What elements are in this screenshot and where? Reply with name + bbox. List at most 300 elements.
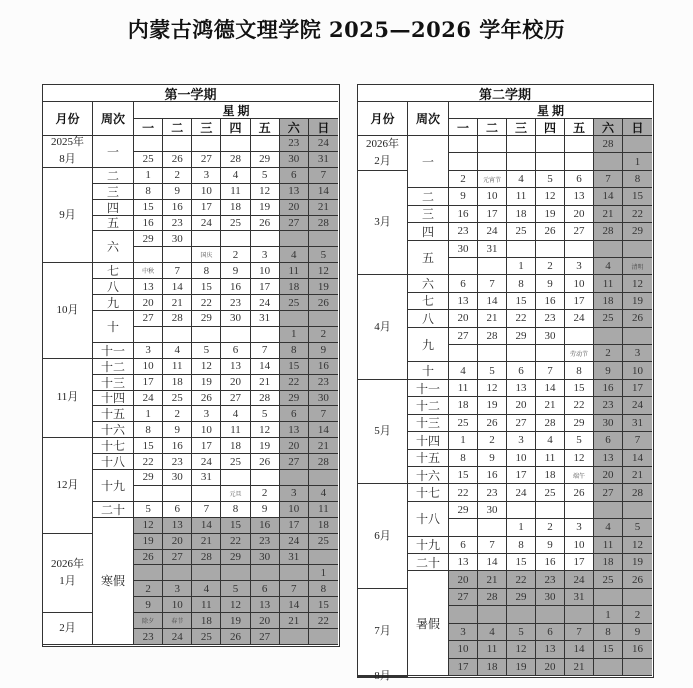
week-number: 九 (408, 328, 449, 363)
date-cell: 10 (163, 597, 192, 613)
date-cell (507, 153, 536, 170)
date-cell (192, 231, 221, 247)
date-cell (536, 136, 565, 153)
date-cell: 31 (251, 311, 280, 327)
date-cell: 26 (309, 295, 338, 311)
date-cell (565, 241, 594, 258)
date-cell: 24 (251, 295, 280, 311)
date-cell: 1 (449, 432, 478, 449)
date-cell: 13 (565, 188, 594, 205)
date-cell: 22 (192, 295, 221, 311)
weekday-header: 六 (594, 119, 623, 136)
date-cell: 26 (565, 484, 594, 501)
week-number: 十五 (408, 450, 449, 467)
semester-title: 第一学期 (43, 85, 338, 102)
date-cell: 4 (192, 581, 221, 597)
month-header: 月份 (358, 102, 408, 136)
month-label: 5月 (358, 380, 408, 485)
date-cell: 9 (478, 450, 507, 467)
date-cell: 4 (594, 258, 623, 275)
date-cell: 9 (163, 184, 192, 200)
date-cell (623, 502, 652, 519)
month-label: 7月 (358, 589, 408, 676)
date-cell (565, 136, 594, 153)
date-cell: 29 (221, 550, 250, 566)
date-cell (134, 247, 163, 263)
date-cell: 22 (221, 534, 250, 550)
date-cell: 27 (507, 415, 536, 432)
date-cell: 21 (565, 659, 594, 676)
weekday-header: 四 (536, 119, 565, 136)
weekday-header: 三 (507, 119, 536, 136)
date-cell: 1 (280, 327, 309, 343)
date-cell: 15 (449, 467, 478, 484)
date-cell: 26 (251, 454, 280, 470)
date-cell: 25 (594, 571, 623, 588)
date-cell: 26 (134, 550, 163, 566)
date-cell: 31 (309, 152, 338, 168)
date-cell: 16 (309, 359, 338, 375)
date-cell (623, 136, 652, 153)
date-cell: 2 (134, 581, 163, 597)
date-cell: 23 (536, 310, 565, 327)
week-number: 三 (93, 184, 134, 200)
date-cell (192, 327, 221, 343)
date-cell: 4 (309, 486, 338, 502)
date-cell: 28 (192, 550, 221, 566)
holiday-cell: 中秋 (134, 263, 163, 279)
week-number: 二 (408, 188, 449, 205)
week-header: 周次 (408, 102, 449, 136)
date-cell: 17 (280, 518, 309, 534)
date-cell (565, 502, 594, 519)
week-number: 十七 (93, 438, 134, 454)
date-cell: 2 (449, 171, 478, 188)
date-cell: 17 (449, 659, 478, 676)
date-cell: 23 (594, 397, 623, 414)
date-cell: 13 (163, 518, 192, 534)
date-cell: 30 (594, 415, 623, 432)
date-cell: 15 (280, 359, 309, 375)
date-cell (221, 565, 250, 581)
date-cell: 24 (565, 310, 594, 327)
date-cell (251, 231, 280, 247)
week-number: 二 (93, 168, 134, 184)
date-cell: 12 (309, 263, 338, 279)
date-cell (251, 565, 280, 581)
date-cell: 30 (163, 470, 192, 486)
date-cell: 22 (134, 454, 163, 470)
date-cell: 20 (449, 571, 478, 588)
date-cell (478, 136, 507, 153)
date-cell: 7 (163, 263, 192, 279)
date-cell: 11 (536, 450, 565, 467)
date-cell: 18 (163, 375, 192, 391)
week-number: 二十 (93, 502, 134, 518)
date-cell: 21 (280, 613, 309, 629)
date-cell: 28 (594, 136, 623, 153)
date-cell (280, 231, 309, 247)
date-cell (163, 247, 192, 263)
date-cell: 28 (478, 589, 507, 606)
weekday-header: 二 (163, 119, 192, 136)
date-cell: 10 (507, 450, 536, 467)
date-cell: 7 (478, 537, 507, 554)
date-cell: 1 (309, 565, 338, 581)
date-cell: 5 (251, 406, 280, 422)
date-cell: 20 (221, 375, 250, 391)
date-cell: 25 (221, 454, 250, 470)
date-cell: 12 (251, 184, 280, 200)
date-cell (536, 345, 565, 362)
date-cell: 12 (251, 422, 280, 438)
date-cell: 15 (594, 641, 623, 658)
date-cell: 17 (565, 554, 594, 571)
week-number: 十 (93, 311, 134, 343)
date-cell: 12 (623, 275, 652, 292)
date-cell (163, 136, 192, 152)
date-cell: 5 (221, 581, 250, 597)
date-cell: 20 (507, 397, 536, 414)
date-cell (280, 629, 309, 645)
date-cell: 12 (221, 597, 250, 613)
date-cell: 29 (134, 470, 163, 486)
date-cell: 10 (478, 188, 507, 205)
date-cell: 23 (251, 534, 280, 550)
date-cell: 25 (280, 295, 309, 311)
week-number: 六 (93, 231, 134, 263)
month-label: 4月 (358, 275, 408, 380)
date-cell (449, 606, 478, 623)
date-cell (134, 486, 163, 502)
date-cell: 25 (507, 223, 536, 240)
date-cell: 7 (309, 406, 338, 422)
date-cell (309, 231, 338, 247)
date-cell (280, 565, 309, 581)
date-cell: 20 (536, 659, 565, 676)
month-label: 2月 (43, 613, 93, 645)
date-cell (280, 311, 309, 327)
week-number: 五 (93, 216, 134, 232)
date-cell (507, 345, 536, 362)
date-cell: 24 (478, 223, 507, 240)
date-cell: 27 (251, 629, 280, 645)
date-cell: 16 (221, 279, 250, 295)
month-label: 6月 (358, 484, 408, 589)
date-cell: 8 (134, 422, 163, 438)
date-cell: 3 (623, 345, 652, 362)
date-cell: 18 (309, 518, 338, 534)
week-number: 五 (408, 241, 449, 276)
date-cell: 3 (192, 168, 221, 184)
date-cell: 24 (280, 534, 309, 550)
holiday-cell: 清明 (623, 258, 652, 275)
date-cell: 9 (623, 624, 652, 641)
date-cell: 25 (163, 391, 192, 407)
date-cell: 16 (449, 206, 478, 223)
date-cell: 5 (565, 432, 594, 449)
date-cell: 31 (280, 550, 309, 566)
date-cell: 14 (536, 380, 565, 397)
date-cell: 4 (449, 362, 478, 379)
week-number: 十七 (408, 484, 449, 501)
date-cell: 7 (478, 275, 507, 292)
date-cell: 16 (594, 380, 623, 397)
date-cell: 20 (251, 613, 280, 629)
week-number: 七 (93, 263, 134, 279)
date-cell: 2 (163, 168, 192, 184)
date-cell: 5 (192, 343, 221, 359)
weekday-header: 一 (449, 119, 478, 136)
date-cell: 7 (565, 624, 594, 641)
date-cell: 12 (192, 359, 221, 375)
date-cell: 7 (280, 581, 309, 597)
date-cell: 26 (478, 415, 507, 432)
date-cell: 4 (280, 247, 309, 263)
date-cell: 4 (536, 432, 565, 449)
month-header: 月份 (43, 102, 93, 136)
date-cell: 25 (192, 629, 221, 645)
date-cell: 22 (507, 571, 536, 588)
date-cell: 30 (478, 502, 507, 519)
date-cell (309, 629, 338, 645)
date-cell (192, 565, 221, 581)
date-cell (221, 231, 250, 247)
date-cell: 3 (192, 406, 221, 422)
date-cell: 5 (309, 247, 338, 263)
date-cell: 3 (134, 343, 163, 359)
date-cell: 29 (251, 152, 280, 168)
date-cell: 21 (623, 467, 652, 484)
date-cell (251, 470, 280, 486)
date-cell: 1 (623, 153, 652, 170)
date-cell: 29 (565, 415, 594, 432)
date-cell: 25 (221, 216, 250, 232)
date-cell: 22 (280, 375, 309, 391)
date-cell: 2 (594, 345, 623, 362)
date-cell: 7 (192, 502, 221, 518)
date-cell: 7 (594, 171, 623, 188)
date-cell: 7 (251, 343, 280, 359)
date-cell (507, 241, 536, 258)
page-title: 内蒙古鸿德文理学院 2025—2026 学年校历 (127, 17, 566, 42)
date-cell: 10 (251, 263, 280, 279)
date-cell (192, 136, 221, 152)
date-cell: 19 (251, 200, 280, 216)
date-cell: 28 (309, 216, 338, 232)
date-cell: 11 (309, 502, 338, 518)
date-cell: 26 (623, 571, 652, 588)
date-cell: 30 (536, 589, 565, 606)
date-cell: 6 (280, 406, 309, 422)
date-cell: 10 (565, 275, 594, 292)
date-cell: 20 (594, 467, 623, 484)
second-semester-table (357, 84, 654, 682)
date-cell (536, 606, 565, 623)
date-cell: 15 (221, 518, 250, 534)
date-cell: 8 (192, 263, 221, 279)
date-cell: 2 (309, 327, 338, 343)
date-cell: 23 (163, 454, 192, 470)
date-cell (478, 345, 507, 362)
date-cell: 2 (221, 247, 250, 263)
date-cell: 15 (134, 438, 163, 454)
date-cell: 2 (536, 258, 565, 275)
week-number: 十九 (93, 470, 134, 502)
date-cell: 10 (192, 422, 221, 438)
date-cell: 11 (221, 422, 250, 438)
date-cell (623, 241, 652, 258)
date-cell: 18 (594, 554, 623, 571)
date-cell: 20 (134, 295, 163, 311)
date-cell: 14 (565, 641, 594, 658)
month-label: 2026年 1月 (43, 534, 93, 614)
date-cell: 31 (478, 241, 507, 258)
date-cell: 13 (280, 422, 309, 438)
month-label: 9月 (43, 168, 93, 263)
week-header: 周次 (93, 102, 134, 136)
date-cell: 16 (134, 216, 163, 232)
date-cell (449, 519, 478, 536)
date-cell: 7 (536, 362, 565, 379)
date-cell (507, 136, 536, 153)
date-cell: 19 (507, 659, 536, 676)
date-cell: 28 (594, 223, 623, 240)
date-cell: 26 (221, 629, 250, 645)
date-cell: 25 (134, 152, 163, 168)
date-cell: 17 (192, 200, 221, 216)
date-cell: 18 (221, 200, 250, 216)
week-number: 十六 (93, 422, 134, 438)
date-cell: 21 (309, 200, 338, 216)
date-cell: 7 (623, 432, 652, 449)
vacation-label: 寒假 (93, 518, 134, 645)
weekday-header: 三 (192, 119, 221, 136)
date-cell: 29 (507, 589, 536, 606)
date-cell: 9 (309, 343, 338, 359)
date-cell: 3 (280, 486, 309, 502)
date-cell: 8 (134, 184, 163, 200)
date-cell: 29 (449, 502, 478, 519)
date-cell: 24 (192, 216, 221, 232)
date-cell: 9 (251, 502, 280, 518)
date-cell (134, 565, 163, 581)
week-number: 十九 (408, 537, 449, 554)
date-cell: 16 (251, 518, 280, 534)
date-cell: 15 (309, 597, 338, 613)
week-number: 十 (408, 362, 449, 379)
date-cell: 19 (623, 293, 652, 310)
date-cell: 23 (309, 375, 338, 391)
week-number: 十三 (93, 375, 134, 391)
date-cell: 12 (536, 188, 565, 205)
date-cell: 14 (280, 597, 309, 613)
week-number: 三 (408, 206, 449, 223)
date-cell: 3 (507, 432, 536, 449)
date-cell (594, 241, 623, 258)
date-cell: 28 (251, 391, 280, 407)
date-cell: 26 (192, 391, 221, 407)
date-cell: 16 (163, 200, 192, 216)
week-number: 二十 (408, 554, 449, 571)
date-cell: 6 (594, 432, 623, 449)
date-cell: 31 (565, 589, 594, 606)
date-cell: 17 (134, 375, 163, 391)
date-cell: 28 (478, 328, 507, 345)
date-cell: 20 (280, 438, 309, 454)
date-cell: 6 (221, 343, 250, 359)
date-cell: 13 (507, 380, 536, 397)
date-cell (623, 328, 652, 345)
date-cell: 14 (623, 450, 652, 467)
date-cell: 29 (134, 231, 163, 247)
date-cell: 23 (449, 223, 478, 240)
date-cell (507, 502, 536, 519)
date-cell: 20 (280, 200, 309, 216)
date-cell (134, 327, 163, 343)
month-label: 11月 (43, 359, 93, 439)
date-cell (163, 486, 192, 502)
date-cell: 15 (134, 200, 163, 216)
date-cell: 30 (221, 311, 250, 327)
date-cell: 11 (507, 188, 536, 205)
holiday-cell: 端午 (565, 467, 594, 484)
date-cell: 12 (507, 641, 536, 658)
date-cell: 27 (594, 484, 623, 501)
date-cell: 21 (163, 295, 192, 311)
date-cell (478, 606, 507, 623)
date-cell: 18 (507, 206, 536, 223)
date-cell: 10 (623, 362, 652, 379)
date-cell: 13 (449, 293, 478, 310)
date-cell: 22 (449, 484, 478, 501)
date-cell: 12 (478, 380, 507, 397)
weekday-header: 五 (251, 119, 280, 136)
week-number: 一 (408, 136, 449, 188)
date-cell: 17 (478, 206, 507, 223)
weekday-header: 六 (280, 119, 309, 136)
date-cell: 31 (623, 415, 652, 432)
date-cell: 19 (251, 438, 280, 454)
date-cell: 29 (192, 311, 221, 327)
date-cell: 8 (594, 624, 623, 641)
date-cell: 24 (163, 629, 192, 645)
date-cell (478, 258, 507, 275)
week-number: 十二 (93, 359, 134, 375)
holiday-cell: 劳动节 (565, 345, 594, 362)
date-cell: 12 (565, 450, 594, 467)
date-cell: 26 (536, 223, 565, 240)
date-cell: 30 (536, 328, 565, 345)
date-cell: 21 (478, 571, 507, 588)
date-cell: 6 (507, 362, 536, 379)
date-cell: 30 (449, 241, 478, 258)
date-cell: 6 (251, 581, 280, 597)
month-label: 8月 (358, 676, 408, 677)
date-cell: 6 (536, 624, 565, 641)
semester-title: 第二学期 (358, 85, 652, 102)
date-cell (221, 136, 250, 152)
date-cell: 19 (221, 613, 250, 629)
date-cell: 1 (507, 519, 536, 536)
date-cell: 11 (594, 275, 623, 292)
date-cell (280, 470, 309, 486)
date-cell: 13 (280, 184, 309, 200)
date-cell (478, 153, 507, 170)
date-cell: 24 (192, 454, 221, 470)
week-number: 一 (93, 136, 134, 168)
date-cell: 15 (507, 293, 536, 310)
